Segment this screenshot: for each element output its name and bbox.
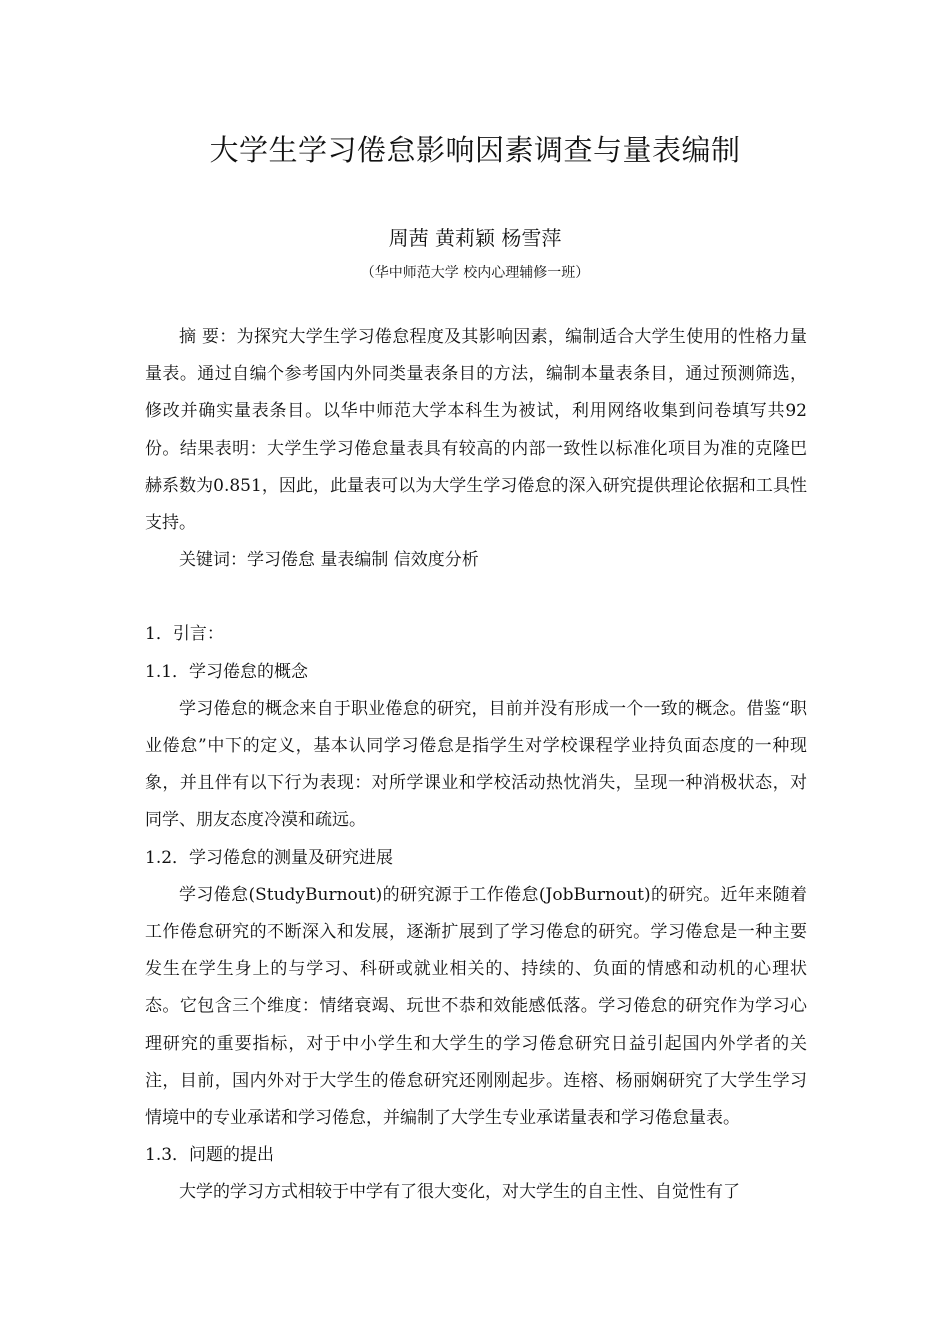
paper-affiliation: （华中师范大学 校内心理辅修一班） [360, 265, 590, 281]
abstract-paragraph: 摘 要：为探究大学生学习倦怠程度及其影响因素，编制适合大学生使用的性格力量量表。通过自编个参考国内外同类量表条目的方法，编制本量表条目，通过预测筛选，修改并确实量表条目。以华中师范大学本科生为被试，利用网络收集到问卷填写共92份。结果表明：大学生学习倦怠量表具有较高的内部一致性以标准化项目为准的克隆巴赫系数为0.851，因此，此量表可以为大学生学习倦怠的深入研究提供理论依据和工具性支持。 [145, 327, 807, 534]
paper-authors: 周茜 黄莉颖 杨雪萍 [388, 226, 562, 250]
section-paragraph-measurement: 学习倦怠(StudyBurnout)的研究源于工作倦怠(JobBurnout)的研究。近年来随着工作倦怠研究的不断深入和发展，逐渐扩展到了学习倦怠的研究。学习倦怠是一种主要发生在学生身上的与学习、科研或就业相关的、持续的、负面的情感和动机的心理状态。它包含三个维度：情绪衰竭、玩世不恭和效能感低落。学习倦怠的研究作为学习心理研究的重要指标，对于中小学生和大学生的学习倦怠研究日益引起国内外学者的关注，目前，国内外对于大学生的倦怠研究还刚刚起步。连榕、杨丽娴研究了大学生学习情境中的专业承诺和学习倦怠，并编制了大学生专业承诺量表和学习倦怠量表。 [145, 884, 807, 1129]
section-paragraph-problem: 大学的学习方式相较于中学有了很大变化，对大学生的自主性、自觉性有了 [179, 1182, 740, 1203]
section-paragraph-concept: 学习倦怠的概念来自于职业倦怠的研究，目前并没有形成一个一致的概念。借鉴“职业倦怠”中下的定义，基本认同学习倦怠是指学生对学校课程学业持负面态度的一种现象，并且伴有以下行为表现：对所学课业和学校活动热忱消失，呈现一种消极状态，对同学、朋友态度冷漠和疏远。 [145, 698, 807, 831]
paper-body [145, 319, 807, 1212]
section-heading-intro: 1．引言： [145, 624, 224, 645]
section-heading-problem: 1.3．问题的提出 [145, 1145, 275, 1166]
section-heading-concept: 1.1．学习倦怠的概念 [145, 661, 309, 682]
paper-title: 大学生学习倦怠影响因素调查与量表编制 [209, 133, 741, 167]
keywords-line: 关键词：学习倦怠 量表编制 信效度分析 [179, 550, 479, 571]
section-heading-measurement: 1.2．学习倦怠的测量及研究进展 [145, 847, 394, 868]
section-spacer [145, 579, 807, 616]
